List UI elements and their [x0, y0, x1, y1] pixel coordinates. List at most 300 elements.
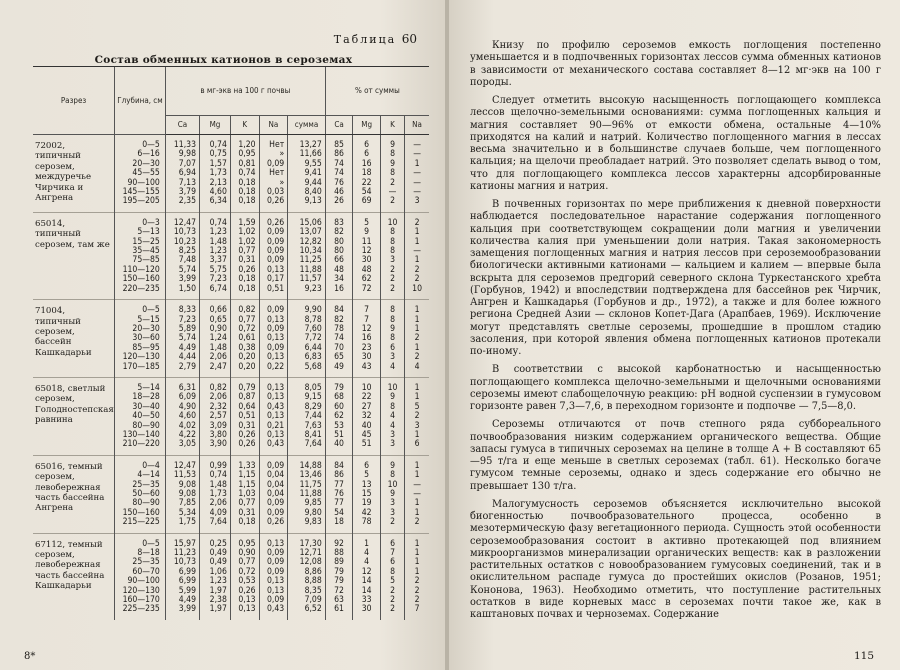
- cell-value: 0,20: [238, 361, 256, 372]
- cell-value: 120—130: [122, 585, 160, 596]
- cell-value: 150—160: [122, 507, 160, 518]
- cell-value: 11,88: [299, 489, 322, 499]
- paragraph: Следует отметить высокую насыщенность поглощающего комплекса лессов щелочно-земельными основаниями: сумма поглощенных кальция и магния составляет 90—96% от емкости обмена, остальные 4—10% приходятся на калий и натрий. Количество поглощенного магния в лессах весьма значительно и в большинстве случаев больше, чем поглощенного кальция; на щелочи преобладает натрий. Это позволяет сделать вывод о том, что для поглощающего комплекса лессов характерны адсорбированные катионы магния и натрия.: [470, 95, 881, 192]
- cell-value: 80: [334, 246, 344, 257]
- cell-value: 6,99: [178, 576, 197, 587]
- cell-value: 1: [414, 314, 420, 325]
- cell-value: 0,25: [209, 538, 227, 549]
- cell-value: 1: [414, 158, 420, 169]
- cell-value: 25—35: [132, 557, 160, 568]
- cell-value: 0,72: [238, 566, 256, 577]
- cell-value: 0,09: [267, 305, 285, 316]
- column-pk: [380, 135, 404, 213]
- cell-value: 4: [364, 548, 370, 559]
- cell-value: 8: [390, 305, 395, 316]
- cell-value: 0,22: [267, 361, 285, 372]
- cell-value: 11,53: [173, 470, 197, 481]
- cell-value: 0,82: [209, 382, 227, 393]
- cell-value: 45—55: [132, 168, 160, 179]
- cell-value: 15—25: [132, 236, 160, 247]
- cell-value: 2: [414, 352, 420, 363]
- column-pk: [380, 212, 404, 299]
- column-pna: [405, 533, 429, 620]
- cell-value: 1: [414, 566, 420, 577]
- cell-value: 0,64: [238, 401, 256, 412]
- cell-value: 1,15: [238, 479, 256, 490]
- cell-value: 8,33: [178, 305, 197, 316]
- cell-value: 0,09: [267, 255, 285, 266]
- cell-value: 9,23: [304, 283, 322, 294]
- cell-value: 0,74: [209, 140, 227, 150]
- cell-value: 62: [361, 274, 372, 285]
- cell-value: 12,47: [173, 217, 197, 228]
- cell-value: 79: [334, 382, 344, 393]
- column-na: [259, 377, 288, 455]
- cell-value: 1: [414, 255, 420, 266]
- cell-value: 8: [390, 246, 395, 257]
- cell-value: 0,13: [267, 382, 285, 393]
- cell-value: 8—18: [137, 548, 160, 559]
- column-mg: [200, 455, 231, 533]
- cell-value: 7,13: [178, 177, 197, 188]
- cell-value: 0,51: [267, 283, 285, 294]
- cell-value: 66: [334, 255, 344, 266]
- header-group-pct: % от суммы: [325, 67, 429, 116]
- cell-value: 1: [364, 538, 370, 549]
- column-pmg: [353, 377, 381, 455]
- cell-value: 1,20: [238, 140, 256, 150]
- cell-value: 7,85: [178, 498, 197, 509]
- cell-value: 15,97: [173, 538, 197, 549]
- cell-value: 0,20: [238, 352, 256, 363]
- cell-value: 160—170: [122, 595, 160, 606]
- cell-value: 45: [361, 429, 372, 440]
- cell-value: 18: [334, 517, 344, 528]
- cell-value: Нет: [269, 140, 285, 150]
- cell-value: 6,52: [304, 604, 322, 615]
- right-page: [449, 0, 900, 670]
- cell-value: 0,04: [267, 470, 285, 481]
- column-ca: [165, 533, 199, 620]
- cell-value: 215—225: [122, 517, 160, 528]
- cell-value: 0,13: [267, 429, 285, 440]
- column-header-abs-4: сумма: [288, 116, 326, 135]
- cell-value: 1,02: [238, 236, 256, 247]
- cell-value: 4,90: [178, 401, 197, 412]
- cell-value: 85—95: [132, 342, 160, 353]
- column-sum: [288, 533, 326, 620]
- cell-value: 76: [334, 489, 344, 499]
- cell-value: 9,85: [304, 498, 322, 509]
- cell-value: 0,13: [238, 604, 256, 615]
- cell-value: 9: [390, 323, 395, 334]
- cell-value: 13,46: [299, 470, 322, 481]
- cell-value: 6—16: [137, 149, 160, 160]
- cell-value: 6: [364, 140, 370, 150]
- cell-value: 16: [334, 283, 344, 294]
- cell-value: 0,72: [238, 323, 256, 334]
- cell-value: 0,13: [267, 411, 285, 422]
- cell-value: 4,09: [209, 507, 227, 518]
- cell-value: 2,13: [209, 177, 227, 188]
- cell-value: 8,41: [304, 429, 322, 440]
- cell-value: 2,35: [178, 196, 197, 207]
- cell-value: 43: [361, 361, 372, 372]
- cell-value: 0,09: [267, 566, 285, 577]
- cell-value: 0,95: [238, 538, 256, 549]
- cell-value: 8,78: [304, 314, 322, 325]
- column-pmg: [353, 455, 381, 533]
- cell-value: 0,04: [267, 479, 285, 490]
- cell-value: 0,81: [238, 158, 256, 169]
- cell-value: 0,09: [267, 246, 285, 257]
- cell-value: 8,35: [304, 585, 322, 596]
- cell-value: 0,09: [267, 342, 285, 353]
- cell-value: 33: [361, 595, 372, 606]
- column-k: [230, 212, 259, 299]
- cell-value: 0,13: [267, 314, 285, 325]
- cell-value: 10: [387, 479, 398, 490]
- cell-value: 12,08: [299, 557, 322, 568]
- page-footer-signature: 8*: [24, 651, 36, 662]
- cell-value: 8: [390, 333, 395, 344]
- cell-value: 0,99: [209, 460, 227, 471]
- cell-value: 0,75: [209, 149, 227, 160]
- cell-value: 16: [361, 158, 372, 169]
- cell-value: 34: [334, 274, 344, 285]
- column-pca: [325, 377, 353, 455]
- column-na: [259, 212, 288, 299]
- cell-value: 6: [364, 149, 370, 160]
- column-pca: [325, 300, 353, 378]
- cell-value: 79: [334, 566, 344, 577]
- table-row: [33, 212, 429, 299]
- cell-value: 5,99: [178, 585, 197, 596]
- column-sum: [288, 377, 326, 455]
- cell-value: 11,33: [173, 140, 197, 150]
- left-page: [0, 0, 447, 670]
- cell-value: 0,13: [238, 595, 256, 606]
- cell-value: —: [413, 140, 421, 150]
- cell-value: 1: [414, 507, 420, 518]
- cell-value: 1,48: [209, 342, 227, 353]
- cell-value: 0,13: [267, 333, 285, 344]
- cell-value: 4,60: [209, 187, 227, 198]
- cell-value: 9,98: [178, 149, 197, 160]
- column-mg: [200, 377, 231, 455]
- column-header-pct-2: K: [380, 116, 404, 135]
- cell-value: 6,31: [178, 382, 197, 393]
- cell-value: 8: [390, 470, 395, 481]
- cell-value: 10,23: [173, 236, 197, 247]
- cell-value: 1,59: [238, 217, 256, 228]
- cell-value: 11,23: [173, 548, 197, 559]
- cell-value: 0,09: [267, 498, 285, 509]
- cell-value: 6,83: [304, 352, 322, 363]
- cell-value: 7,72: [304, 333, 322, 344]
- cell-value: 5,75: [209, 264, 227, 275]
- cell-value: 0,90: [238, 548, 256, 559]
- table-row: [33, 300, 429, 378]
- column-pca: [325, 533, 353, 620]
- cell-value: 2,79: [178, 361, 197, 372]
- table-row: [33, 135, 429, 213]
- column-header-abs-3: Na: [259, 116, 288, 135]
- cell-value: 12,82: [299, 236, 322, 247]
- cell-value: 1,24: [209, 333, 227, 344]
- column-pna: [405, 455, 429, 533]
- cell-value: 82: [334, 314, 344, 325]
- cell-value: 7,48: [178, 255, 197, 266]
- cell-value: 7,60: [304, 323, 322, 334]
- cell-value: 4,49: [178, 342, 197, 353]
- cell-value: 23: [361, 342, 372, 353]
- paragraph: В почвенных горизонтах по мере приближения к дневной поверхности наблюдается последовательное нарастание содержания поглощенного кальция при соответствующем сокращении доли магния и увеличении количества калия при уменьшении доли натрия. Такая закономерность замещения поглощенных магния и натрия лессов при сероземообразовании биологически активными катионами — кальцием и калием — впервые была вскрыта для сероземов предгорий северного склона Туркестанского хребта (Горбунов, 1942) и впоследствии подтверждена для бассейнов рек Чирчик, Ангрен и Кашкадарья (Горбунов и др., 1972), а также и для более южного региона Средней Азии — склонов Копет-Дага (Арапбаев, 1969). Исключение могут представлять светлые сероземы, прошедшие в прошлом стадию засоления, при которой явления обмена поглощенных катионов протекали по-иному.: [470, 199, 881, 357]
- cell-value: 3: [390, 352, 395, 363]
- column-ca: [165, 135, 199, 213]
- column-ca: [165, 455, 199, 533]
- cell-value: 225—235: [122, 604, 160, 615]
- cell-value: 0—4: [142, 460, 160, 471]
- cell-value: 40: [334, 439, 344, 450]
- column-mg: [200, 533, 231, 620]
- cell-value: 130—140: [122, 429, 160, 440]
- cell-value: 0,61: [238, 333, 256, 344]
- cell-value: 65: [334, 352, 344, 363]
- paragraph: Сероземы отличаются от почв степного ряда суббореального почвообразования низким содержанием органического вещества. Общие запасы гумуса в типичных сероземах на целине в толще А + В составляют 65—95 т/га и еще меньше в светлых сероземах (табл. 61). Несколько богаче гумусом темные сероземы, однако и здесь содержание его обычно не превышает 130 т/га.: [470, 419, 881, 492]
- cell-value: 1,23: [209, 246, 227, 257]
- cell-value: 6: [390, 557, 395, 568]
- cell-value: 0,17: [267, 274, 285, 285]
- cell-value: 2: [390, 604, 395, 615]
- cell-value: 8: [390, 227, 395, 238]
- cell-value: 4: [390, 361, 395, 372]
- column-pna: [405, 377, 429, 455]
- cell-value: 0,66: [209, 305, 227, 316]
- cell-value: 70: [334, 342, 344, 353]
- cell-value: 9: [390, 489, 395, 499]
- cell-value: 3,37: [209, 255, 227, 266]
- cell-value: 9: [390, 158, 395, 169]
- column-k: [230, 455, 259, 533]
- cell-value: 5,74: [178, 333, 197, 344]
- header-group-abs: в мг-экв на 100 г почвы: [165, 67, 325, 116]
- cell-value: 11: [361, 236, 372, 247]
- cell-value: 8,40: [304, 187, 322, 198]
- cell-value: 8: [390, 236, 395, 247]
- cell-value: 0,03: [267, 187, 285, 198]
- cell-value: 84: [334, 305, 344, 316]
- cell-value: 1,06: [209, 566, 227, 577]
- cell-value: 2: [390, 283, 395, 294]
- cell-value: 1,48: [209, 236, 227, 247]
- cell-value: —: [388, 187, 397, 198]
- cell-value: 0,09: [267, 460, 285, 471]
- cell-value: 10: [387, 382, 398, 393]
- cell-value: 0,90: [209, 323, 227, 334]
- section-description: 67112, темный серозем, левобережная часть бассейна Кашкадарьи: [33, 533, 115, 620]
- cell-value: 80: [334, 236, 344, 247]
- cell-value: 12,71: [299, 548, 322, 559]
- cell-value: 0,18: [238, 517, 256, 528]
- cell-value: 0,13: [267, 538, 285, 549]
- cell-value: 54: [361, 187, 372, 198]
- cell-value: 2: [390, 274, 395, 285]
- column-k: [230, 300, 259, 378]
- cell-value: 1,23: [209, 576, 227, 587]
- cell-value: 0,74: [209, 217, 227, 228]
- cell-value: 9,41: [304, 168, 322, 179]
- cell-value: 61: [334, 604, 344, 615]
- cell-value: 7,63: [304, 420, 322, 431]
- cell-value: 2: [414, 517, 420, 528]
- cell-value: 2,38: [209, 595, 227, 606]
- column-depth: [115, 455, 166, 533]
- cell-value: »: [279, 177, 285, 188]
- cell-value: 1: [414, 498, 420, 509]
- cell-value: 5,34: [178, 507, 197, 518]
- cell-value: 8,88: [304, 576, 322, 587]
- cell-value: 10: [387, 217, 398, 228]
- page-number: 115: [853, 650, 874, 662]
- cell-value: 0,31: [238, 255, 256, 266]
- cell-value: 2: [390, 595, 395, 606]
- cell-value: 89: [334, 557, 344, 568]
- cell-value: 3: [414, 420, 420, 431]
- cell-value: 5,68: [304, 361, 322, 372]
- cell-value: 0,09: [267, 236, 285, 247]
- cell-value: 86: [334, 470, 344, 481]
- column-mg: [200, 300, 231, 378]
- column-depth: [115, 212, 166, 299]
- cell-value: 2: [414, 411, 420, 422]
- cell-value: 14: [361, 585, 372, 596]
- cell-value: 1: [414, 305, 420, 316]
- cell-value: 6: [390, 538, 395, 549]
- cell-value: 74: [334, 333, 344, 344]
- cell-value: 110—120: [122, 264, 160, 275]
- cell-value: 0,26: [267, 517, 285, 528]
- cell-value: 2: [414, 585, 420, 596]
- cell-value: 6,34: [209, 196, 227, 207]
- column-ca: [165, 300, 199, 378]
- cell-value: 210—220: [122, 439, 160, 450]
- cell-value: 0,51: [238, 411, 256, 422]
- cell-value: 0—3: [142, 217, 160, 228]
- cell-value: 22: [361, 177, 372, 188]
- column-header-pct-3: Na: [405, 116, 429, 135]
- cell-value: 63: [334, 595, 344, 606]
- cell-value: 0,13: [267, 352, 285, 363]
- cell-value: 150—160: [122, 274, 160, 285]
- cell-value: 13,07: [299, 227, 322, 238]
- cell-value: 1: [414, 548, 420, 559]
- cell-value: 15,06: [299, 217, 322, 228]
- column-depth: [115, 135, 166, 213]
- cell-value: 3,80: [209, 429, 227, 440]
- cell-value: 2: [390, 264, 395, 275]
- cell-value: 10,34: [299, 246, 322, 257]
- cell-value: 0,49: [209, 548, 227, 559]
- cell-value: 6,09: [178, 392, 197, 403]
- header-depth: Глубина, см: [115, 67, 166, 135]
- cell-value: 5—14: [137, 382, 160, 393]
- cell-value: 9,13: [304, 196, 322, 207]
- cell-value: 6: [364, 460, 370, 471]
- cell-value: 0,09: [267, 557, 285, 568]
- cell-value: 2: [414, 264, 420, 275]
- cell-value: 68: [334, 392, 344, 403]
- cell-value: 1,23: [209, 227, 227, 238]
- cell-value: 30: [361, 604, 372, 615]
- column-pna: [405, 212, 429, 299]
- column-ca: [165, 212, 199, 299]
- cell-value: 30: [361, 255, 372, 266]
- cell-value: 3: [390, 498, 395, 509]
- body-text: [470, 40, 881, 627]
- cell-value: 2,06: [209, 498, 227, 509]
- cell-value: 8: [390, 314, 395, 325]
- cell-value: 30: [361, 352, 372, 363]
- cell-value: 69: [361, 196, 372, 207]
- cell-value: 8,29: [304, 401, 322, 412]
- cell-value: 3,05: [178, 439, 197, 450]
- cell-value: 60: [334, 401, 344, 412]
- cell-value: 40—50: [132, 411, 160, 422]
- cell-value: 6: [390, 342, 395, 353]
- cell-value: 62: [334, 411, 344, 422]
- cell-value: 4,22: [178, 429, 197, 440]
- cell-value: 48: [361, 264, 372, 275]
- cell-value: »: [279, 149, 285, 160]
- cell-value: 1,15: [238, 470, 256, 481]
- section-description: 65014, типичный серозем, там же: [33, 212, 115, 299]
- cell-value: 77: [334, 479, 344, 490]
- cell-value: 80—90: [132, 420, 160, 431]
- cell-value: 35—45: [132, 246, 160, 257]
- cell-value: 2: [390, 196, 395, 207]
- cell-value: 14: [361, 576, 372, 587]
- column-pna: [405, 135, 429, 213]
- cell-value: 86: [334, 149, 344, 160]
- cell-value: 1: [414, 429, 420, 440]
- cell-value: 2,47: [209, 361, 227, 372]
- cell-value: 6,44: [304, 342, 322, 353]
- column-depth: [115, 377, 166, 455]
- cell-value: 3: [414, 196, 420, 207]
- cell-value: 4: [390, 420, 395, 431]
- cell-value: 1: [414, 460, 420, 471]
- cell-value: 11,25: [299, 255, 322, 266]
- cell-value: 2,06: [209, 392, 227, 403]
- cell-value: 2,32: [209, 401, 227, 412]
- cell-value: 74: [334, 168, 344, 179]
- paragraph: В соответствии с высокой карбонатностью и насыщенностью поглощающего комплекса щелочно-земельными и щелочными основаниями сероземы имеют слабощелочную реакцию: pH водной суспензии в гумусовом горизонте равен 7,3—7,6, в переходном горизонте и подпочве — 7,5—8,0.: [470, 364, 881, 412]
- column-pk: [380, 533, 404, 620]
- column-pmg: [353, 300, 381, 378]
- cell-value: Нет: [269, 168, 285, 179]
- cell-value: 3: [390, 429, 395, 440]
- column-k: [230, 533, 259, 620]
- cell-value: 0,43: [267, 401, 285, 412]
- cell-value: —: [413, 149, 421, 160]
- cell-value: 0,87: [238, 392, 256, 403]
- column-pca: [325, 212, 353, 299]
- cell-value: 1,73: [209, 489, 227, 499]
- cell-value: 1,02: [238, 227, 256, 238]
- cell-value: 3,99: [178, 274, 197, 285]
- column-pk: [380, 377, 404, 455]
